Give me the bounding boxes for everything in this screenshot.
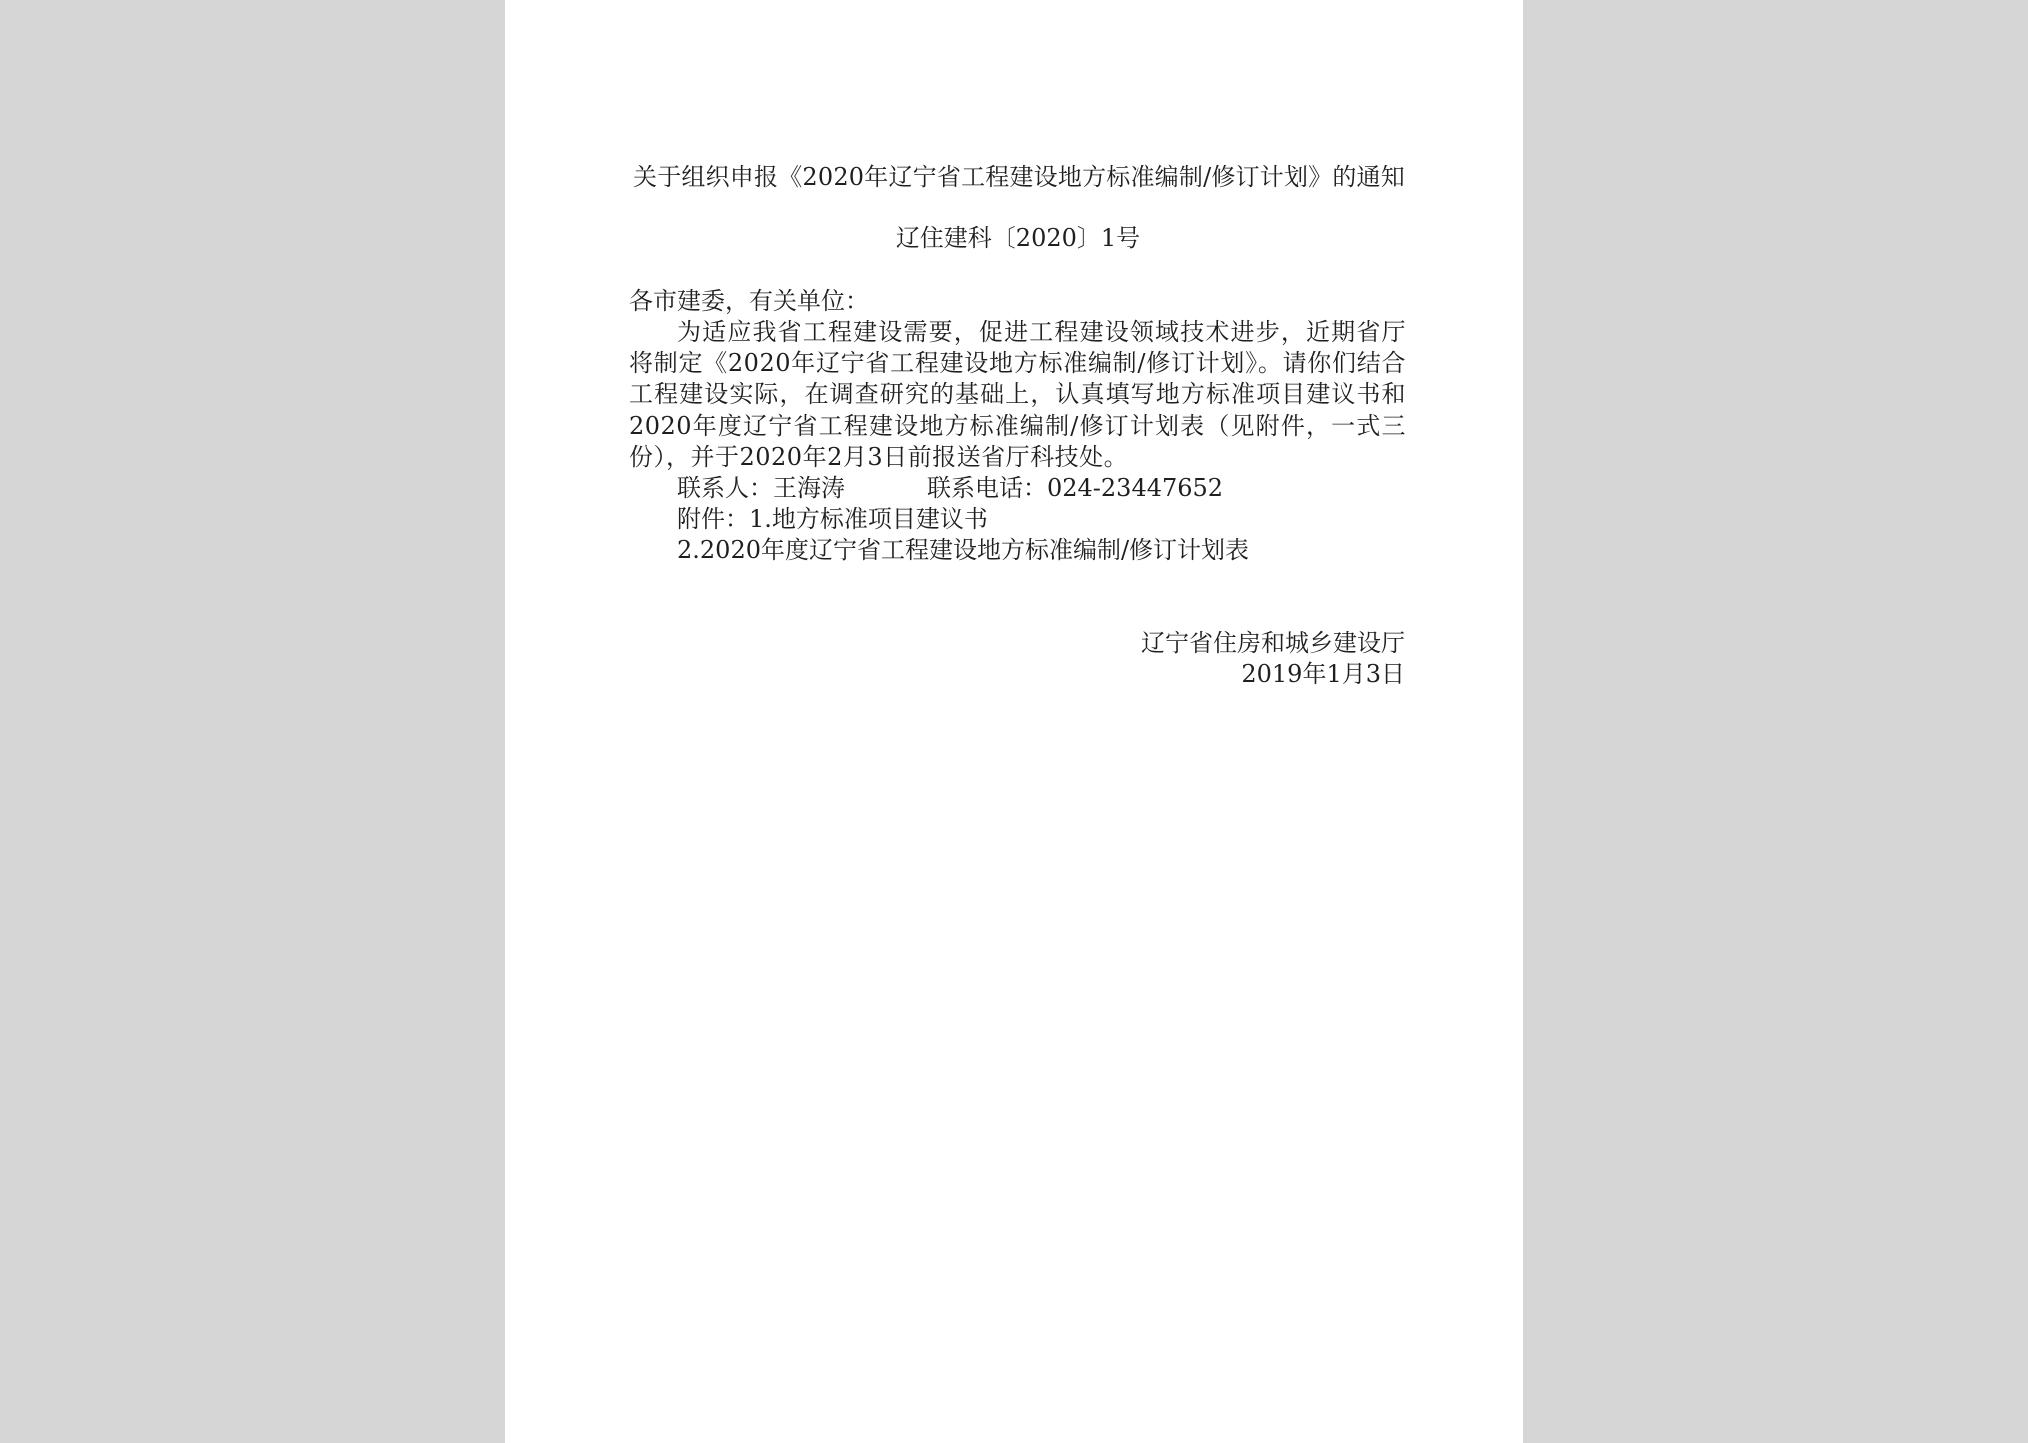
document-number: 辽住建科〔2020〕1号 — [895, 224, 1141, 252]
salutation: 各市建委，有关单位： — [629, 287, 869, 315]
body-paragraph: 为适应我省工程建设需要，促进工程建设领域技术进步，近期省厅将制定《2020年辽宁省工程建设地方标准编制/修订计划》。请你们结合工程建设实际，在调查研究的基础上，认真填写地方标准项目建议书和2020年度辽宁省工程建设地方标准编制/修订计划表（见附件，一式三份），并于2020年2月3日前报送省厅科技处。 — [629, 318, 1406, 471]
contact-person: 联系人：王海涛 — [677, 474, 845, 502]
contact-phone: 联系电话：024-23447652 — [927, 474, 1224, 502]
document-page — [505, 0, 1523, 1443]
attachment-1: 附件：1.地方标准项目建议书 — [677, 505, 988, 533]
issue-date: 2019年1月3日 — [1241, 660, 1405, 688]
issuing-authority: 辽宁省住房和城乡建设厅 — [1141, 629, 1405, 657]
attachment-2: 2.2020年度辽宁省工程建设地方标准编制/修订计划表 — [677, 536, 1250, 564]
document-title: 关于组织申报《2020年辽宁省工程建设地方标准编制/修订计划》的通知 — [633, 163, 1405, 191]
